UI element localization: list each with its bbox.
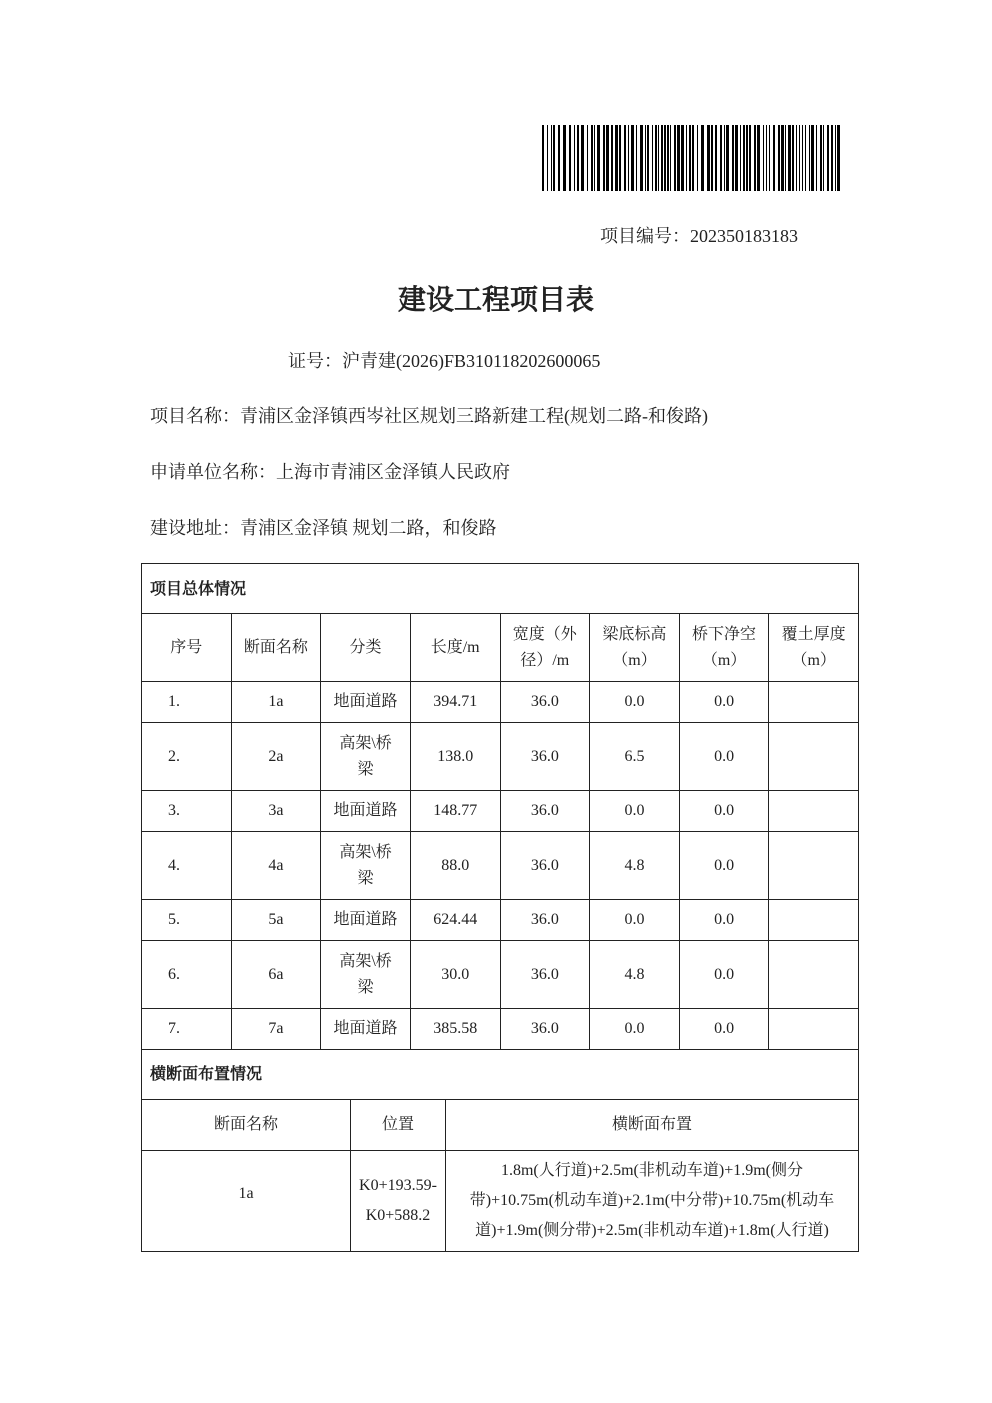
barcode-bar	[615, 125, 618, 191]
barcode-bar	[594, 125, 595, 191]
overview-cell: 5.	[142, 900, 232, 941]
overview-cell: 3a	[231, 791, 321, 832]
overview-cell: 36.0	[500, 900, 590, 941]
overview-header: 分类	[321, 614, 411, 682]
overview-header: 桥下净空（m）	[679, 614, 769, 682]
overview-cell: 2a	[231, 723, 321, 791]
barcode-bar	[766, 125, 767, 191]
overview-cell: 0.0	[679, 941, 769, 1009]
cross-cell: K0+193.59-K0+588.2	[351, 1150, 446, 1251]
barcode-bar	[743, 125, 745, 191]
cross-header: 横断面布置	[446, 1099, 859, 1150]
barcode-bar	[778, 125, 780, 191]
cross-cell: 1a	[142, 1150, 351, 1251]
overview-cell: 624.44	[410, 900, 500, 941]
barcode-bar	[711, 125, 713, 191]
tables-container	[141, 563, 859, 1252]
barcode-bar	[628, 125, 629, 191]
barcode-bar	[645, 125, 646, 191]
overview-cell: 148.77	[410, 791, 500, 832]
overview-cell: 0.0	[679, 682, 769, 723]
barcode-bar	[835, 125, 836, 191]
overview-cell: 138.0	[410, 723, 500, 791]
barcode-bar	[661, 125, 663, 191]
barcode-bar	[809, 125, 810, 191]
table-row	[142, 682, 859, 723]
overview-header: 长度/m	[410, 614, 500, 682]
name-value: 青浦区金泽镇西岑社区规划三路新建工程(规划二路-和俊路)	[240, 406, 708, 426]
barcode-bar	[681, 125, 684, 191]
overview-cell: 88.0	[410, 832, 500, 900]
page-title: 建设工程项目表	[397, 283, 594, 316]
barcode-bar	[781, 125, 784, 191]
barcode-bar	[785, 125, 786, 191]
barcode-bar	[788, 125, 791, 191]
barcode-bar	[811, 125, 814, 191]
overview-cell: 0.0	[590, 682, 680, 723]
overview-cell: 4.	[142, 832, 232, 900]
address-value: 青浦区金泽镇 规划二路，和俊路	[240, 518, 497, 538]
overview-cell: 1a	[231, 682, 321, 723]
table-row	[142, 900, 859, 941]
project-number	[600, 222, 798, 248]
cross-title: 横断面布置情况	[142, 1049, 859, 1099]
barcode-bar	[631, 125, 634, 191]
barcode-bar	[619, 125, 621, 191]
overview-cell: 6.	[142, 941, 232, 1009]
overview-cell: 30.0	[410, 941, 500, 1009]
barcode-bar	[606, 125, 609, 191]
barcode-bar	[591, 125, 593, 191]
applicant-value: 上海市青浦区金泽镇人民政府	[276, 462, 510, 482]
overview-cell: 3.	[142, 791, 232, 832]
address-label: 建设地址：	[150, 518, 240, 538]
overview-cell: 36.0	[500, 832, 590, 900]
barcode-bar	[563, 125, 566, 191]
barcode-bar	[686, 125, 687, 191]
overview-header: 覆土厚度（m）	[769, 614, 859, 682]
barcode-bar	[715, 125, 717, 191]
overview-cell: 0.0	[679, 832, 769, 900]
barcode-bar	[692, 125, 694, 191]
overview-cell: 7.	[142, 1009, 232, 1050]
barcode-bar	[754, 125, 756, 191]
overview-header: 断面名称	[231, 614, 321, 682]
barcode-bar	[697, 125, 698, 191]
barcode-bar	[827, 125, 829, 191]
overview-cell: 36.0	[500, 723, 590, 791]
overview-cell: 0.0	[679, 1009, 769, 1050]
cert-value: 沪青建(2026)FB310118202600065	[342, 351, 601, 371]
overview-cell: 0.0	[590, 791, 680, 832]
overview-cell: 地面道路	[321, 1009, 411, 1050]
applicant	[150, 458, 510, 484]
barcode-bar	[707, 125, 710, 191]
barcode-bar	[740, 125, 741, 191]
address	[150, 514, 497, 540]
barcode-bar	[640, 125, 643, 191]
barcode-bar	[792, 125, 794, 191]
barcode-bar	[636, 125, 637, 191]
barcode-bar	[547, 125, 548, 191]
barcode-bar	[677, 125, 680, 191]
barcode-bar	[746, 125, 748, 191]
barcode-bar	[603, 125, 605, 191]
overview-cell: 0.0	[679, 723, 769, 791]
table-row	[142, 1150, 859, 1251]
barcode-bar	[837, 125, 840, 191]
barcode-bar	[558, 125, 560, 191]
barcode-bar	[720, 125, 722, 191]
overview-cell	[769, 900, 859, 941]
barcode-bar	[664, 125, 666, 191]
barcode-bar	[823, 125, 824, 191]
overview-table	[141, 563, 859, 1050]
barcode-bar	[701, 125, 704, 191]
overview-cell: 地面道路	[321, 900, 411, 941]
overview-cell: 36.0	[500, 941, 590, 1009]
barcode-bar	[551, 125, 552, 191]
overview-cell: 0.0	[679, 900, 769, 941]
overview-cell: 1.	[142, 682, 232, 723]
barcode-bar	[674, 125, 676, 191]
barcode-bar	[667, 125, 669, 191]
table-row	[142, 723, 859, 791]
project-number-value: 202350183183	[690, 226, 798, 246]
overview-cell: 385.58	[410, 1009, 500, 1050]
overview-cell: 5a	[231, 900, 321, 941]
overview-cell	[769, 1009, 859, 1050]
barcode-bar	[802, 125, 803, 191]
barcode-bar	[542, 125, 544, 191]
overview-cell: 6a	[231, 941, 321, 1009]
barcode-bar	[553, 125, 555, 191]
overview-cell: 0.0	[590, 900, 680, 941]
overview-cell: 6.5	[590, 723, 680, 791]
barcode-bar	[805, 125, 806, 191]
overview-header: 梁底标高（m）	[590, 614, 680, 682]
overview-cell: 高架\桥梁	[321, 723, 411, 791]
barcode-bar	[581, 125, 584, 191]
barcode-bar	[773, 125, 775, 191]
barcode	[542, 125, 842, 191]
barcode-bar	[831, 125, 833, 191]
barcode-bar	[724, 125, 725, 191]
overview-cell	[769, 723, 859, 791]
table-row	[142, 791, 859, 832]
name-label: 项目名称：	[150, 406, 240, 426]
barcode-bar	[816, 125, 817, 191]
barcode-bar	[647, 125, 649, 191]
barcode-bar	[577, 125, 579, 191]
certificate-number	[288, 347, 600, 373]
overview-cell	[769, 941, 859, 1009]
cert-label: 证号：	[288, 351, 342, 371]
barcode-bar	[587, 125, 588, 191]
barcode-bar	[796, 125, 797, 191]
overview-header: 宽度（外径）/m	[500, 614, 590, 682]
table-row	[142, 941, 859, 1009]
barcode-bar	[757, 125, 760, 191]
overview-cell: 0.0	[679, 791, 769, 832]
barcode-bar	[658, 125, 659, 191]
barcode-bar	[799, 125, 800, 191]
barcode-bar	[689, 125, 691, 191]
overview-cell: 4a	[231, 832, 321, 900]
overview-cell: 36.0	[500, 791, 590, 832]
overview-cell: 高架\桥梁	[321, 941, 411, 1009]
barcode-bar	[569, 125, 571, 191]
overview-header: 序号	[142, 614, 232, 682]
overview-cell: 4.8	[590, 832, 680, 900]
overview-cell	[769, 832, 859, 900]
barcode-bar	[574, 125, 575, 191]
overview-cell: 36.0	[500, 682, 590, 723]
applicant-label: 申请单位名称：	[150, 462, 276, 482]
barcode-bar	[611, 125, 613, 191]
overview-cell: 地面道路	[321, 682, 411, 723]
overview-cell: 高架\桥梁	[321, 832, 411, 900]
cross-cell: 1.8m(人行道)+2.5m(非机动车道)+1.9m(侧分带)+10.75m(机动车道)+2.1m(中分带)+10.75m(机动车道)+1.9m(侧分带)+2.5m(非机动车道)+1.8m(人行道)	[446, 1150, 859, 1251]
overview-cell: 36.0	[500, 1009, 590, 1050]
barcode-bar	[726, 125, 729, 191]
project-name	[150, 402, 708, 428]
overview-cell: 0.0	[590, 1009, 680, 1050]
barcode-bar	[749, 125, 751, 191]
overview-cell	[769, 791, 859, 832]
barcode-bar	[732, 125, 734, 191]
cross-header: 位置	[351, 1099, 446, 1150]
barcode-bar	[597, 125, 600, 191]
cross-header: 断面名称	[142, 1099, 351, 1150]
overview-title: 项目总体情况	[142, 564, 859, 614]
overview-cell: 2.	[142, 723, 232, 791]
overview-cell	[769, 682, 859, 723]
barcode-bar	[652, 125, 653, 191]
overview-cell: 7a	[231, 1009, 321, 1050]
barcode-bar	[763, 125, 764, 191]
barcode-bar	[820, 125, 822, 191]
barcode-bar	[624, 125, 626, 191]
barcode-bar	[655, 125, 657, 191]
table-row	[142, 1009, 859, 1050]
overview-cell: 地面道路	[321, 791, 411, 832]
overview-cell: 4.8	[590, 941, 680, 1009]
cross-section-table	[141, 1049, 859, 1252]
barcode-bar	[769, 125, 770, 191]
project-number-label: 项目编号：	[600, 226, 690, 246]
barcode-bar	[735, 125, 738, 191]
table-row	[142, 832, 859, 900]
barcode-bar	[670, 125, 671, 191]
overview-cell: 394.71	[410, 682, 500, 723]
